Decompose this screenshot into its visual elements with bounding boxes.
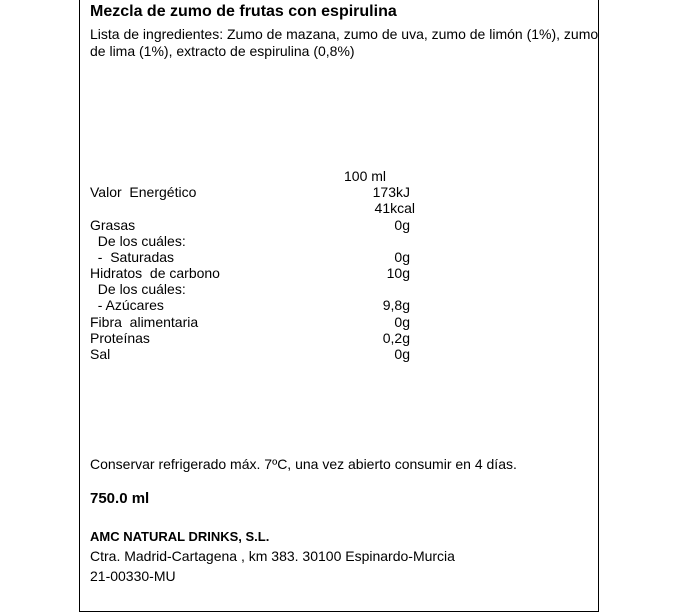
nutrition-row — [90, 297, 410, 313]
nutrition-value: 9,8g — [382, 297, 410, 313]
nutrition-label: - Saturadas — [90, 249, 175, 265]
company-name: AMC NATURAL DRINKS, S.L. — [90, 529, 270, 544]
nutrition-value: 0g — [394, 314, 410, 330]
product-title: Mezcla de zumo de frutas con espirulina — [90, 3, 397, 20]
storage-instructions: Conservar refrigerado máx. 7ºC, una vez abierto consumir en 4 días. — [90, 456, 517, 472]
nutrition-row — [90, 330, 410, 346]
nutrition-row — [90, 184, 410, 200]
ingredients-line-1: Lista de ingredientes: Zumo de mazana, zumo de uva, zumo de limón (1%), zumo — [90, 26, 599, 42]
nutrition-label: De los cuáles: — [90, 281, 186, 297]
nutrition-value: 0g — [394, 249, 410, 265]
nutrition-row — [90, 265, 410, 281]
ingredients-line-2: de lima (1%), extracto de espirulina (0,8%) — [90, 43, 355, 59]
nutrition-label: Sal — [90, 346, 111, 362]
nutrition-row — [90, 346, 410, 362]
nutrition-row — [90, 281, 410, 297]
nutrition-label: Grasas — [90, 217, 136, 233]
nutrition-value: 173kJ — [372, 184, 410, 200]
nutrition-value: 41kcal — [374, 200, 415, 216]
nutrition-label: Hidratos de carbono — [90, 265, 220, 281]
nutrition-value: 0g — [394, 217, 410, 233]
nutrition-row — [90, 200, 415, 216]
nutrition-row — [90, 233, 410, 249]
nutrition-label: Proteínas — [90, 330, 150, 346]
nutrition-row — [90, 314, 410, 330]
company-address: Ctra. Madrid-Cartagena , km 383. 30100 Espinardo-Murcia — [90, 548, 455, 564]
nutrition-label: Valor Energético — [90, 184, 197, 200]
nutrition-label: - Azúcares — [90, 297, 164, 313]
nutrition-value: 0g — [394, 346, 410, 362]
nutrition-column-header: 100 ml — [344, 168, 387, 184]
registry-number: 21-00330-MU — [90, 568, 176, 584]
product-volume: 750.0 ml — [90, 490, 150, 507]
nutrition-value: 0,2g — [382, 330, 410, 346]
nutrition-row — [90, 249, 410, 265]
nutrition-row — [90, 217, 410, 233]
nutrition-label: De los cuáles: — [90, 233, 186, 249]
nutrition-value: 10g — [386, 265, 410, 281]
nutrition-label: Fibra alimentaria — [90, 314, 199, 330]
